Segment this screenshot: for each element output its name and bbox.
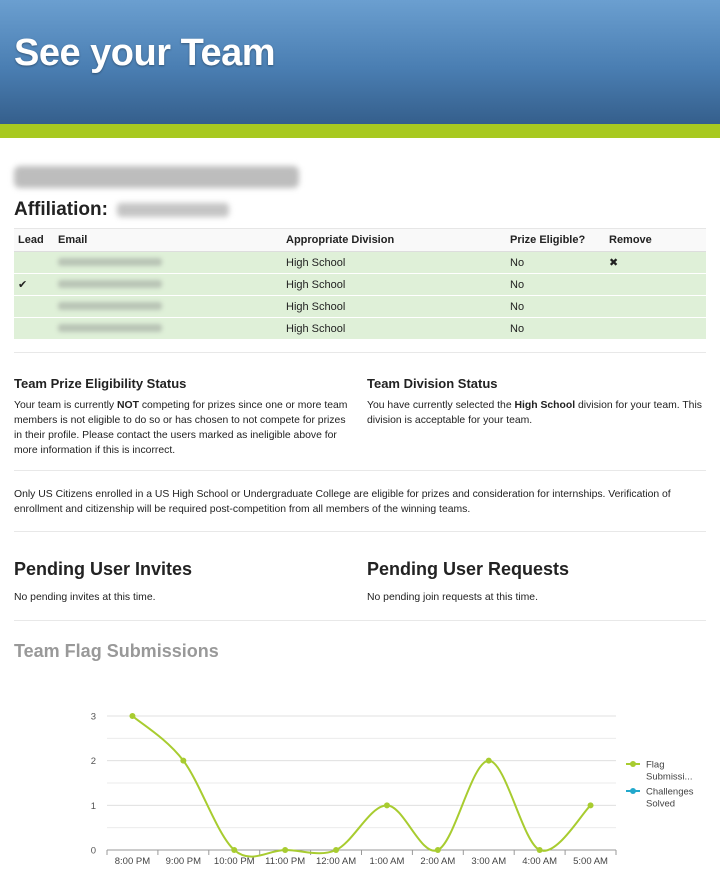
x-tick-label: 10:00 PM bbox=[213, 856, 255, 867]
legend-swatch-dot bbox=[630, 761, 636, 767]
table-row bbox=[14, 252, 706, 274]
eligible-cell: No bbox=[506, 318, 605, 340]
division-cell: High School bbox=[282, 274, 506, 296]
division-cell: High School bbox=[282, 318, 506, 340]
affiliation-heading bbox=[14, 199, 229, 221]
divider bbox=[14, 531, 706, 532]
x-tick-label: 8:00 PM bbox=[114, 856, 151, 867]
x-tick-label: 3:00 AM bbox=[471, 856, 507, 867]
lead-cell bbox=[14, 296, 54, 318]
flag-submissions-chart bbox=[0, 690, 720, 880]
citizenship-note: Only US Citizens enrolled in a US High School or Undergraduate College are eligible for prizes and consideration for internships. Verification of enrollment and citizenship will be required post-competition from all members of the winning teams. bbox=[14, 489, 671, 515]
col-lead: Lead bbox=[14, 229, 54, 252]
y-tick-label: 1 bbox=[90, 800, 96, 812]
division-status-text-part: You have currently selected the bbox=[367, 400, 515, 411]
y-tick-label: 3 bbox=[90, 711, 96, 723]
data-point bbox=[129, 713, 135, 719]
pending-invites-text: No pending invites at this time. bbox=[14, 592, 156, 603]
divider bbox=[14, 352, 706, 353]
pending-requests-text: No pending join requests at this time. bbox=[367, 592, 538, 603]
x-tick-label: 5:00 AM bbox=[573, 856, 608, 867]
x-tick-label: 11:00 PM bbox=[265, 856, 306, 867]
email-cell bbox=[54, 318, 282, 340]
prize-status-not: NOT bbox=[117, 400, 139, 411]
legend-swatch-dot bbox=[630, 788, 636, 794]
divider bbox=[14, 470, 706, 471]
data-point bbox=[588, 802, 594, 808]
remove-cell bbox=[605, 318, 706, 340]
page-banner bbox=[0, 0, 720, 124]
lead-cell bbox=[14, 252, 54, 274]
legend-label: Submissi... bbox=[646, 771, 693, 783]
divider bbox=[14, 620, 706, 621]
remove-cell bbox=[605, 296, 706, 318]
email-redacted bbox=[58, 324, 162, 332]
affiliation-label: Affiliation: bbox=[14, 199, 108, 220]
y-tick-label: 2 bbox=[90, 756, 96, 768]
email-cell bbox=[54, 296, 282, 318]
email-cell bbox=[54, 274, 282, 296]
division-status-text bbox=[367, 398, 707, 428]
x-tick-label: 1:00 AM bbox=[369, 856, 405, 867]
data-point bbox=[435, 847, 441, 853]
members-table bbox=[14, 228, 706, 339]
col-remove: Remove bbox=[605, 229, 706, 252]
col-prize-eligible: Prize Eligible? bbox=[506, 229, 605, 252]
eligible-cell: No bbox=[506, 252, 605, 274]
email-redacted bbox=[58, 258, 162, 266]
accent-stripe bbox=[0, 124, 720, 138]
lead-cell bbox=[14, 318, 54, 340]
table-row bbox=[14, 274, 706, 296]
col-email: Email bbox=[54, 229, 282, 252]
eligible-cell: No bbox=[506, 274, 605, 296]
prize-status-text bbox=[14, 398, 354, 458]
data-point bbox=[180, 758, 186, 764]
pending-invites-heading: Pending User Invites bbox=[14, 559, 193, 579]
division-status-selected: High School bbox=[514, 400, 576, 411]
prize-status-text-part: competing for prizes since one or more team members is not eligible to do so or has chosen to not compete for prizes in their profile. Please contact the users marked as ineligible above for more information if this is incorrect. bbox=[14, 400, 348, 456]
series-line bbox=[132, 716, 590, 857]
eligible-cell: No bbox=[506, 296, 605, 318]
email-redacted bbox=[58, 302, 162, 310]
affiliation-value-redacted bbox=[117, 203, 229, 217]
prize-status-heading: Team Prize Eligibility Status bbox=[14, 376, 187, 391]
team-name-redacted bbox=[14, 166, 299, 188]
prize-status-text-part: Your team is currently bbox=[14, 400, 117, 411]
email-cell bbox=[54, 252, 282, 274]
x-tick-label: 9:00 PM bbox=[165, 856, 202, 867]
x-tick-label: 4:00 AM bbox=[522, 856, 558, 867]
col-division: Appropriate Division bbox=[282, 229, 506, 252]
data-point bbox=[486, 758, 492, 764]
data-point bbox=[282, 847, 288, 853]
table-row bbox=[14, 296, 706, 318]
email-redacted bbox=[58, 280, 162, 288]
remove-cell bbox=[605, 274, 706, 296]
data-point bbox=[537, 847, 543, 853]
data-point bbox=[384, 802, 390, 808]
division-status-text-part: division for your team. This division is acceptable for your team. bbox=[367, 400, 702, 426]
legend-label: Flag bbox=[646, 759, 665, 771]
data-point bbox=[333, 847, 339, 853]
page-title: See your Team bbox=[14, 32, 276, 74]
division-status-heading: Team Division Status bbox=[367, 376, 498, 391]
x-tick-label: 2:00 AM bbox=[420, 856, 456, 867]
division-cell: High School bbox=[282, 252, 506, 274]
y-tick-label: 0 bbox=[90, 845, 96, 857]
chart-title: Team Flag Submissions bbox=[14, 641, 219, 661]
lead-check-icon: ✔ bbox=[14, 274, 54, 296]
legend-label: Solved bbox=[646, 798, 676, 810]
members-table-header bbox=[14, 229, 706, 252]
remove-icon[interactable]: ✖ bbox=[605, 252, 706, 274]
table-row bbox=[14, 318, 706, 340]
division-cell: High School bbox=[282, 296, 506, 318]
pending-requests-heading: Pending User Requests bbox=[367, 559, 570, 579]
legend-label: Challenges bbox=[646, 786, 694, 798]
data-point bbox=[231, 847, 237, 853]
x-tick-label: 12:00 AM bbox=[315, 856, 357, 867]
